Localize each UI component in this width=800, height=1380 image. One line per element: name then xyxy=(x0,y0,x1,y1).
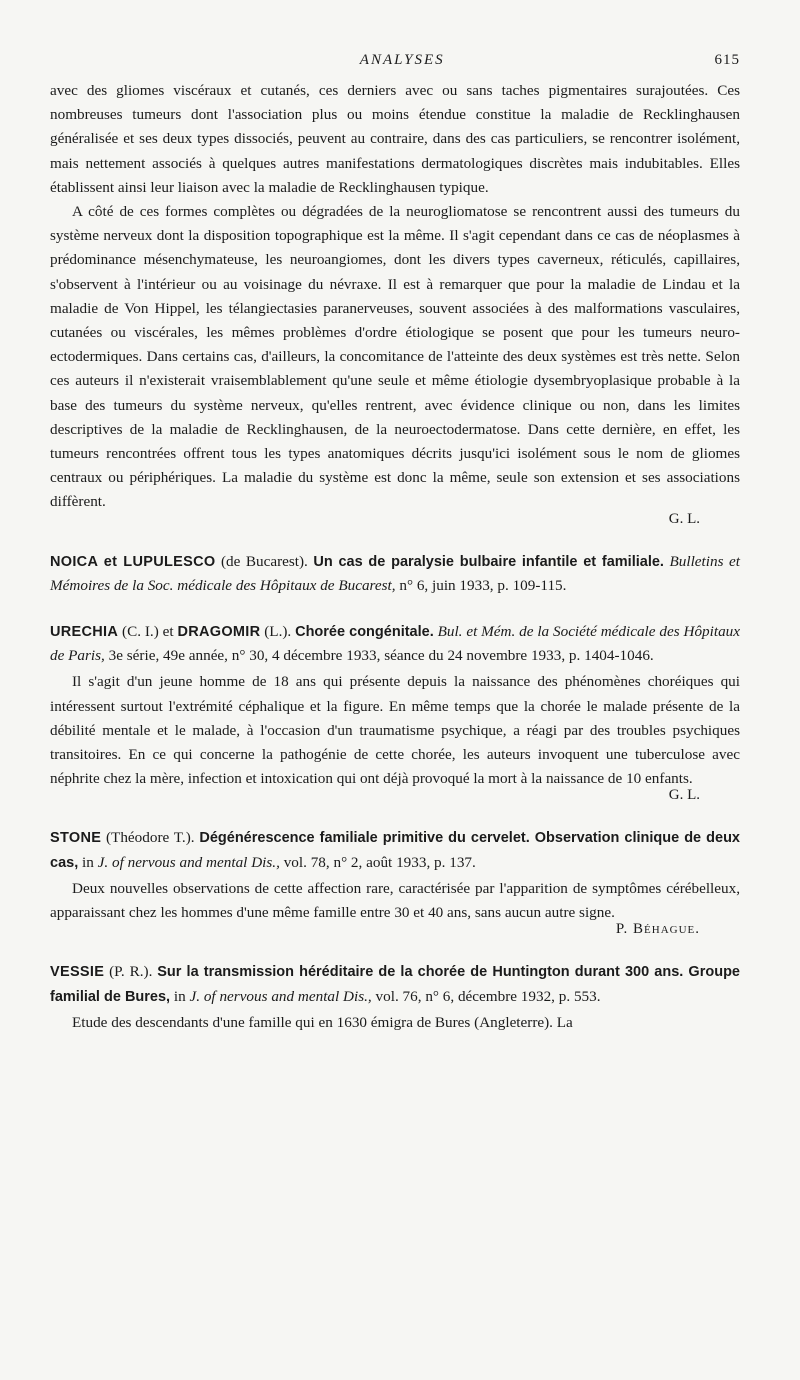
article-title: Chorée congénitale. xyxy=(295,624,434,641)
running-title: ANALYSES xyxy=(359,52,445,68)
intro-paragraph: A côté de ces formes complètes ou dégradées de la neurogliomatose se rencontrent aussi des tumeurs du système nerveux dont la disposition topographique est la même. Il s'agit cependant dans ce cas de néoplasmes à prédominance mésenchymateuse, les neuroangiomes, dont les divers types caverneux, réticulés, capillaires, s'observent à l'intérieur ou au voisinage du névraxe. Il est à remarquer que pour la maladie de Lindau et la maladie de Von Hippel, les télangiectasies paranerveuses, souvent associées à des malformations vasculaires, cutanées ou viscérales, les mêmes problèmes d'ordre étiologique se posent que pour les tumeurs neuro-ectodermiques. Dans certains cas, d'ailleurs, la concomitance de l'atteinte des deux systèmes est très nette. Selon ces auteurs il n'existerait vraisemblablement qu'une seule et même étiologie dysembryoplasique probable à la base des tumeurs du système nerveux, qu'elles rentrent, avec évidence clinique ou non, dans les limites descriptives de la maladie de Recklinghausen, de la neuroectodermatose. Dans cette dernière, en effet, les tumeurs rencontrées offrent tous les types anatomiques décrits jusqu'ici isolément sous le nom de gliomes centraux ou périphériques. La maladie du système est donc la même, seule son extension et ses associations diffèrent. xyxy=(50,203,740,511)
entry-body: Deux nouvelles observations de cette affection rare, caractérisée par l'apparition de symptômes cérébelleux, apparaissant chez les hommes d'une même famille entre 30 et 40 ans, sans aucun autre signe. xyxy=(50,879,740,922)
author-note: (P. R.). xyxy=(104,963,158,981)
review-entry xyxy=(50,960,740,1035)
intro-paragraph: avec des gliomes viscéraux et cutanés, ces derniers avec ou sans taches pigmentaires surajoutées. Ces nombreuses tumeurs dont l'association plus ou moins étendue constitue la maladie de Recklinghausen généralisée et ses deux types dissociés, peuvent au contraire, dans des cas particuliers, se rencontrer isolément, mais nettement associés à quelques autres manifestations dermatologiques discrètes mais indubitables. Elles établissent ainsi leur liaison avec la maladie de Recklinghausen typique. xyxy=(50,82,740,196)
author-note-second: (L.). xyxy=(260,623,296,641)
review-entry xyxy=(50,550,740,598)
journal-name: Bulletins et Mémoires de la Soc. médicale des Hôpitaux de Bucarest, xyxy=(50,552,740,594)
author-note: (de Bucarest). xyxy=(215,552,314,570)
signature: P. Béhague. xyxy=(615,921,700,938)
article-title: Un cas de paralysie bulbaire infantile et familiale. xyxy=(313,553,664,570)
journal-prefix: in xyxy=(170,987,190,1005)
page-number: 615 xyxy=(714,52,740,68)
entry-heading xyxy=(50,960,740,1008)
journal-name: J. of nervous and mental Dis., xyxy=(189,987,372,1005)
reference-details: vol. 78, n° 2, août 1933, p. 137. xyxy=(279,853,476,871)
entry-heading xyxy=(50,550,740,598)
entry-authors: NOICA et LUPULESCO xyxy=(50,553,216,570)
signature: G. L. xyxy=(668,510,700,527)
entry-body: Il s'agit d'un jeune homme de 18 ans qui présente depuis la naissance des phénomènes choréiques qui intéressent surtout l'extrémité céphalique et la figure. En même temps que la chorée le malade présente de la débilité mentale et le malade, à l'occasion d'un traumatisme psychique, a réagi par des troubles psychiques transitoires. En ce qui concerne la pathogénie de cette chorée, les auteurs invoquent une tuberculose avec néphrite chez la mère, infection et intoxication qui ont déjà provoqué la mort à la naissance de 10 enfants. xyxy=(50,673,740,788)
entry-heading xyxy=(50,620,740,668)
journal-name: J. of nervous and mental Dis., xyxy=(97,853,280,871)
article-title: Sur la transmission héréditaire de la chorée de Huntington durant 300 ans. Groupe familial de Bures, xyxy=(50,964,740,1005)
entry-heading xyxy=(50,826,740,874)
journal-name: Bul. et Mém. de la Société médicale des Hôpitaux de Paris, xyxy=(50,623,740,665)
entry-authors: VESSIE xyxy=(50,964,105,981)
reference-details: 3e série, 49e année, n° 30, 4 décembre 1933, séance du 24 novembre 1933, p. 1404-1046. xyxy=(104,647,654,665)
page-header xyxy=(50,52,740,69)
entry-authors: URECHIA xyxy=(50,624,119,641)
signature: G. L. xyxy=(668,787,700,804)
author-note: (C. I.) et xyxy=(118,623,178,641)
reference-details: vol. 76, n° 6, décembre 1932, p. 553. xyxy=(371,987,601,1005)
article-title: Dégénérescence familiale primitive du cervelet. Observation clinique de deux cas, xyxy=(50,830,740,871)
entry-authors: STONE xyxy=(50,830,102,847)
author-note: (Théodore T.). xyxy=(101,829,200,847)
entry-body: Etude des descendants d'une famille qui en 1630 émigra de Bures (Angleterre). La xyxy=(72,1013,573,1031)
reference-details: n° 6, juin 1933, p. 109-115. xyxy=(395,576,567,594)
journal-prefix: in xyxy=(78,853,98,871)
entry-authors-second: DRAGOMIR xyxy=(177,624,261,641)
review-entry xyxy=(50,620,740,804)
review-entry xyxy=(50,826,740,938)
